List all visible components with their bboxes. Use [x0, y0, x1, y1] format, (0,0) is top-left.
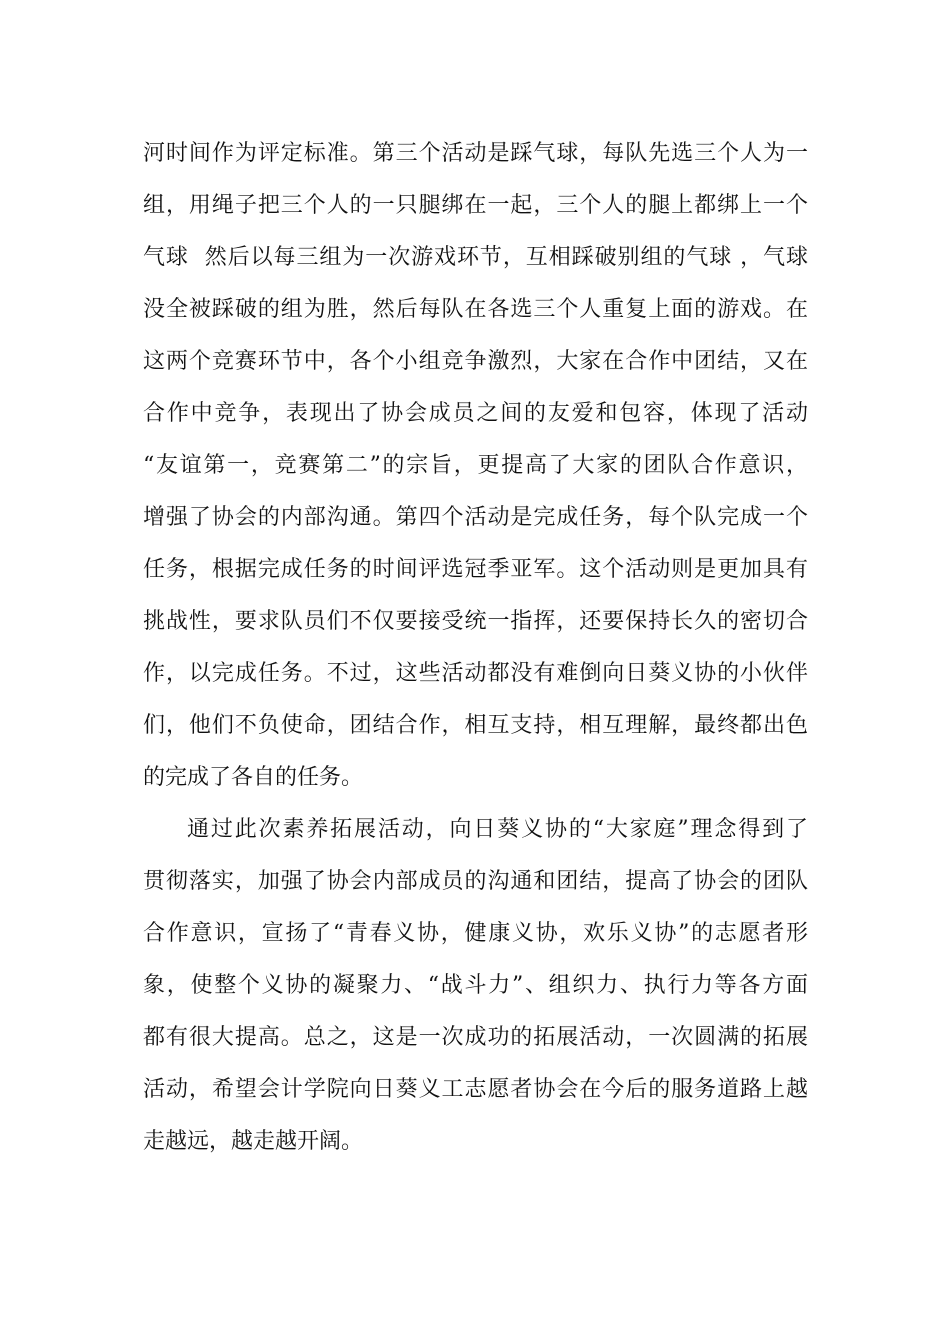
document-body	[143, 128, 808, 1168]
paragraph-conclusion	[143, 804, 808, 1168]
paragraph-activities	[143, 128, 808, 804]
text-line: 合作意识，宣扬了“青春义协，健康义协，欢乐义协”的志愿者形	[143, 921, 808, 946]
text-line: 增强了协会的内部沟通。第四个活动是完成任务，每个队完成一个	[143, 505, 808, 530]
text-line: 活动，希望会计学院向日葵义工志愿者协会在今后的服务道路上越	[143, 1077, 808, 1102]
text-line: 们，他们不负使命，团结合作，相互支持，相互理解，最终都出色	[143, 713, 808, 738]
text-line: 挑战性，要求队员们不仅要接受统一指挥，还要保持长久的密切合	[143, 609, 808, 634]
text-line: 组，用绳子把三个人的一只腿绑在一起，三个人的腿上都绑上一个	[143, 193, 808, 218]
text-line: 象，使整个义协的凝聚力、“战斗力”、组织力、执行力等各方面	[143, 973, 808, 998]
text-line: 的完成了各自的任务。	[143, 765, 364, 790]
text-line: 没全被踩破的组为胜，然后每队在各选三个人重复上面的游戏。在	[143, 297, 808, 322]
text-line: 贯彻落实，加强了协会内部成员的沟通和团结，提高了协会的团队	[143, 869, 808, 894]
text-line: 作，以完成任务。不过，这些活动都没有难倒向日葵义协的小伙伴	[143, 661, 808, 686]
text-line: 任务，根据完成任务的时间评选冠季亚军。这个活动则是更加具有	[143, 557, 808, 582]
text-line: “友谊第一，竞赛第二”的宗旨，更提高了大家的团队合作意识，	[143, 453, 808, 478]
text-line: 这两个竞赛环节中，各个小组竞争激烈，大家在合作中团结，又在	[143, 349, 808, 374]
text-line: 气球 然后以每三组为一次游戏环节，互相踩破别组的气球 ，气球	[143, 245, 808, 270]
text-line: 合作中竞争，表现出了协会成员之间的友爱和包容，体现了活动	[143, 401, 808, 426]
text-line: 通过此次素养拓展活动，向日葵义协的“大家庭”理念得到了	[187, 817, 808, 842]
text-line: 河时间作为评定标准。第三个活动是踩气球，每队先选三个人为一	[143, 141, 808, 166]
text-line: 都有很大提高。总之，这是一次成功的拓展活动，一次圆满的拓展	[143, 1025, 808, 1050]
text-line: 走越远，越走越开阔。	[143, 1129, 364, 1154]
